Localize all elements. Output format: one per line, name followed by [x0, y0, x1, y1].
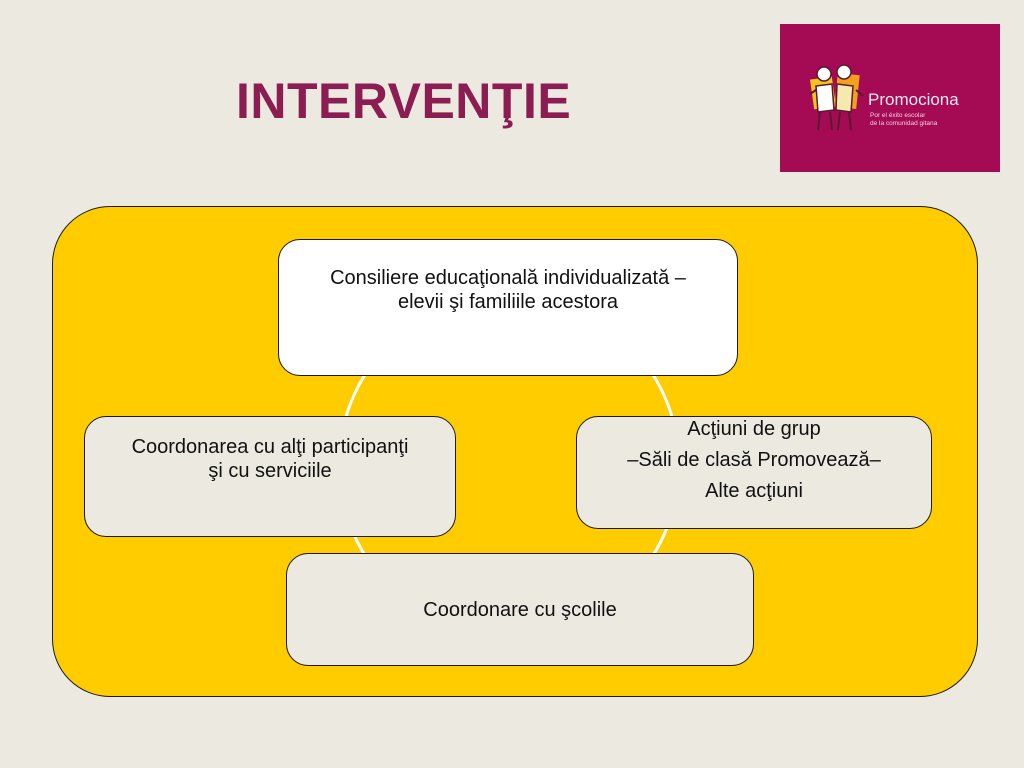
node-bottom: [286, 553, 754, 666]
node-right-line-3: Alte acţiuni: [705, 480, 803, 502]
node-left-line-2: şi cu serviciile: [208, 460, 332, 482]
page-title: INTERVENŢIE: [236, 73, 572, 129]
node-left-line-1: Coordonarea cu alţi participanţi: [131, 436, 409, 458]
node-top-line-1: Consiliere educaţională individualizată –: [330, 267, 686, 289]
node-right-line-1: Acţiuni de grup: [687, 418, 821, 440]
node-left: [84, 416, 456, 537]
node-top: [278, 239, 738, 376]
logo-name: Promociona: [868, 90, 959, 109]
logo-tagline-line-2: de la comunidad gitana: [870, 120, 938, 127]
node-right: [576, 416, 932, 529]
logo-tagline-line-1: Por el éxito escolar: [870, 112, 926, 119]
node-top-line-2: elevii şi familiile acestora: [397, 291, 619, 313]
node-right-line-2: –Săli de clasă Promovează–: [627, 449, 881, 471]
node-bottom-line-1: Coordonare cu şcolile: [423, 599, 617, 621]
